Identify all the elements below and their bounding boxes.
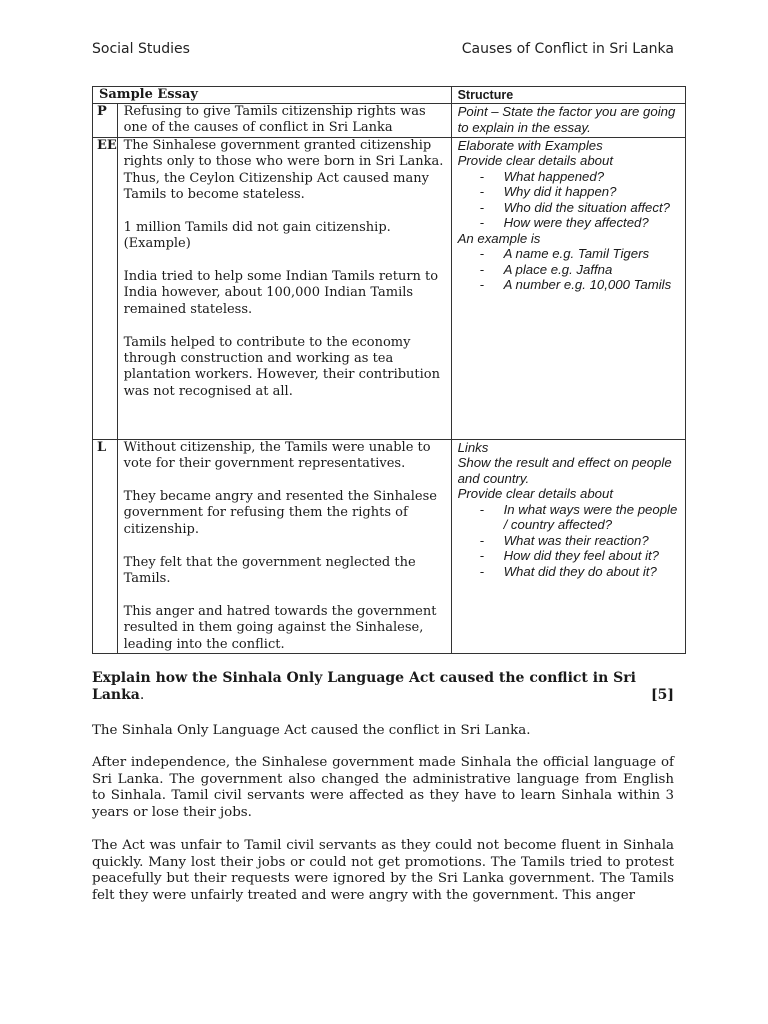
- question-period: .: [139, 687, 145, 703]
- answer-paragraph-3: The Act was unfair to Tamil civil servants as they could not become fluent in Sinhala quickly. Many lost their jobs or could not get promotions. The Tamils tried to protest peacefully but their requests were ignored by the Sri Lanka government. The Tamils felt they were unfairly treated and were angry with the government. This anger: [92, 838, 674, 903]
- question-marks: [5]: [651, 687, 674, 703]
- header-topic: Causes of Conflict in Sri Lanka: [461, 41, 674, 57]
- essay-question: [92, 670, 674, 704]
- essay-paragraph: They felt that the government neglected the Tamils.: [123, 554, 416, 587]
- list-item: - A name e.g. Tamil Tigers: [479, 246, 650, 262]
- list-item: - Why did it happen?: [479, 184, 617, 200]
- structure-heading: Links: [457, 439, 489, 455]
- essay-structure-table: [92, 86, 686, 654]
- row-label-l: L: [93, 439, 118, 653]
- structure-heading: Provide clear details about: [457, 153, 613, 169]
- table-row-link: [93, 439, 686, 653]
- essay-cell-elaborate: [117, 137, 451, 439]
- col-header-structure: Structure: [451, 87, 685, 104]
- structure-bullet-list: [458, 246, 679, 293]
- structure-heading: Show the result and effect on people and country.: [457, 455, 672, 486]
- answer-paragraph-2: After independence, the Sinhalese government made Sinhala the official language of Sri Lanka. The government also changed the administrative language from English to Sinhala. Tamil civil servants were affected as they have to learn Sinhala within 3 years or lose their jobs.: [92, 755, 674, 820]
- table-row-elaborate: [93, 137, 686, 439]
- structure-bullet-list: [458, 169, 679, 231]
- list-item: - How were they affected?: [479, 215, 649, 231]
- header-subject: Social Studies: [92, 41, 190, 57]
- answer-paragraph-1: The Sinhala Only Language Act caused the conflict in Sri Lanka.: [92, 723, 531, 738]
- structure-cell-point: [451, 104, 685, 138]
- structure-heading: Elaborate with Examples: [457, 137, 603, 153]
- essay-paragraph: Tamils helped to contribute to the economy through construction and working as tea plantation workers. However, their contribution was not recognised at all.: [123, 334, 441, 399]
- list-item: - How did they feel about it?: [479, 548, 659, 564]
- list-item: - What was their reaction?: [479, 532, 649, 548]
- essay-paragraph: This anger and hatred towards the government resulted in them going against the Sinhalese, leading into the conflict.: [123, 603, 437, 652]
- col-header-sample-essay: Sample Essay: [93, 87, 452, 104]
- list-item: - A place e.g. Jaffna: [479, 261, 613, 277]
- list-item: - What did they do about it?: [479, 563, 657, 579]
- structure-cell-link: [451, 439, 685, 653]
- list-item: - What happened?: [479, 168, 605, 184]
- essay-paragraph: 1 million Tamils did not gain citizenship. (Example): [123, 219, 391, 252]
- essay-cell-point: [117, 104, 451, 138]
- row-label-ee: EE: [93, 137, 118, 439]
- structure-bullet-list: [458, 502, 679, 580]
- structure-cell-elaborate: [451, 137, 685, 439]
- question-text: Explain how the Sinhala Only Language Act caused the conflict in Sri Lanka: [92, 670, 636, 703]
- table-header-row: [93, 87, 686, 104]
- essay-paragraph: Without citizenship, the Tamils were unable to vote for their government representatives.: [123, 439, 431, 472]
- structure-subheading: An example is: [457, 230, 541, 246]
- essay-paragraph: India tried to help some Indian Tamils return to India however, about 100,000 Indian Tamils remained stateless.: [123, 269, 439, 317]
- structure-heading: Provide clear details about: [457, 486, 613, 502]
- list-item: - In what ways were the people / country affected?: [479, 501, 678, 533]
- list-item: - Who did the situation affect?: [479, 199, 670, 215]
- row-label-p: P: [93, 104, 118, 138]
- list-item: - A number e.g. 10,000 Tamils: [479, 277, 672, 293]
- structure-text: Point – State the factor you are going to explain in the essay.: [457, 104, 676, 135]
- essay-cell-link: [117, 439, 451, 653]
- table-row-point: [93, 104, 686, 138]
- essay-paragraph: The Sinhalese government granted citizenship rights only to those who were born in Sri Lanka. Thus, the Ceylon Citizenship Act caused many Tamils to become stateless.: [123, 137, 444, 203]
- essay-paragraph: Refusing to give Tamils citizenship rights was one of the causes of conflict in Sri Lanka: [123, 104, 426, 136]
- essay-paragraph: They became angry and resented the Sinhalese government for refusing them the rights of citizenship.: [123, 489, 437, 537]
